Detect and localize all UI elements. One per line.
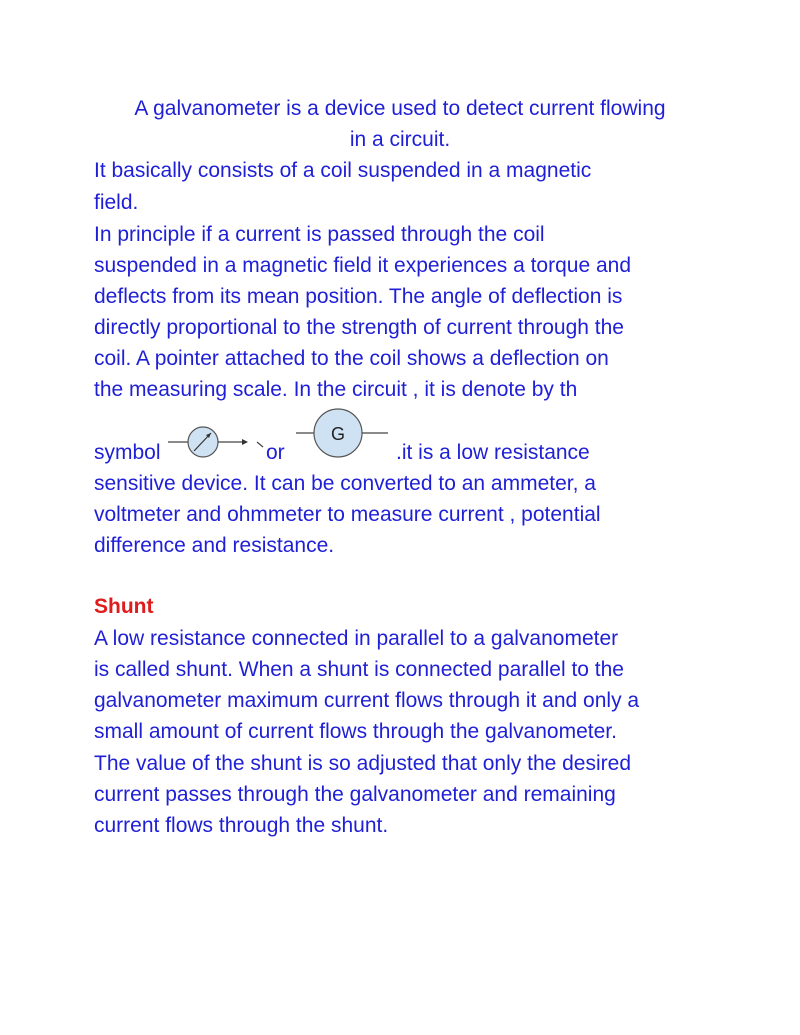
shunt-line-5: The value of the shunt is so adjusted that only the desired [94, 752, 632, 775]
shunt-line-4: small amount of current flows through the galvanometer. [94, 720, 617, 743]
intro-line-7: deflects from its mean position. The angle of deflection is [94, 285, 623, 308]
intro-line-9: coil. A pointer attached to the coil shows a deflection on [94, 347, 609, 370]
intro-line-8: directly proportional to the strength of current through the [94, 316, 624, 339]
shunt-line-6: current passes through the galvanometer and remaining [94, 783, 616, 806]
galvanometer-g-symbol-icon [296, 405, 390, 461]
intro-line-3: It basically consists of a coil suspended in a magnetic [94, 159, 592, 182]
intro-line-4: field. [94, 191, 139, 214]
shunt-heading: Shunt [94, 595, 154, 618]
intro-line-2: in a circuit. [349, 128, 451, 151]
after-symbol-line-2: voltmeter and ohmmeter to measure current , potential [94, 503, 601, 526]
after-symbol-line-1: sensitive device. It can be converted to an ammeter, a [94, 472, 596, 495]
intro-line-6: suspended in a magnetic field it experiences a torque and [94, 254, 632, 277]
symbol-line-rest: .it is a low resistance [396, 441, 590, 464]
shunt-line-2: is called shunt. When a shunt is connected parallel to the [94, 658, 624, 681]
galvanometer-pointer-symbol-icon [166, 420, 266, 464]
galvanometer-letter: G [330, 424, 346, 444]
intro-line-10: the measuring scale. In the circuit , it is denote by th [94, 378, 578, 401]
intro-line-5: In principle if a current is passed through the coil [94, 223, 545, 246]
shunt-line-3: galvanometer maximum current flows through it and only a [94, 689, 640, 712]
shunt-line-7: current flows through the shunt. [94, 814, 389, 837]
intro-line-1: A galvanometer is a device used to detect current flowing [134, 97, 666, 120]
shunt-line-1: A low resistance connected in parallel to a galvanometer [94, 627, 619, 650]
or-word: or [266, 441, 285, 464]
after-symbol-line-3: difference and resistance. [94, 534, 335, 557]
symbol-word: symbol [94, 441, 161, 464]
